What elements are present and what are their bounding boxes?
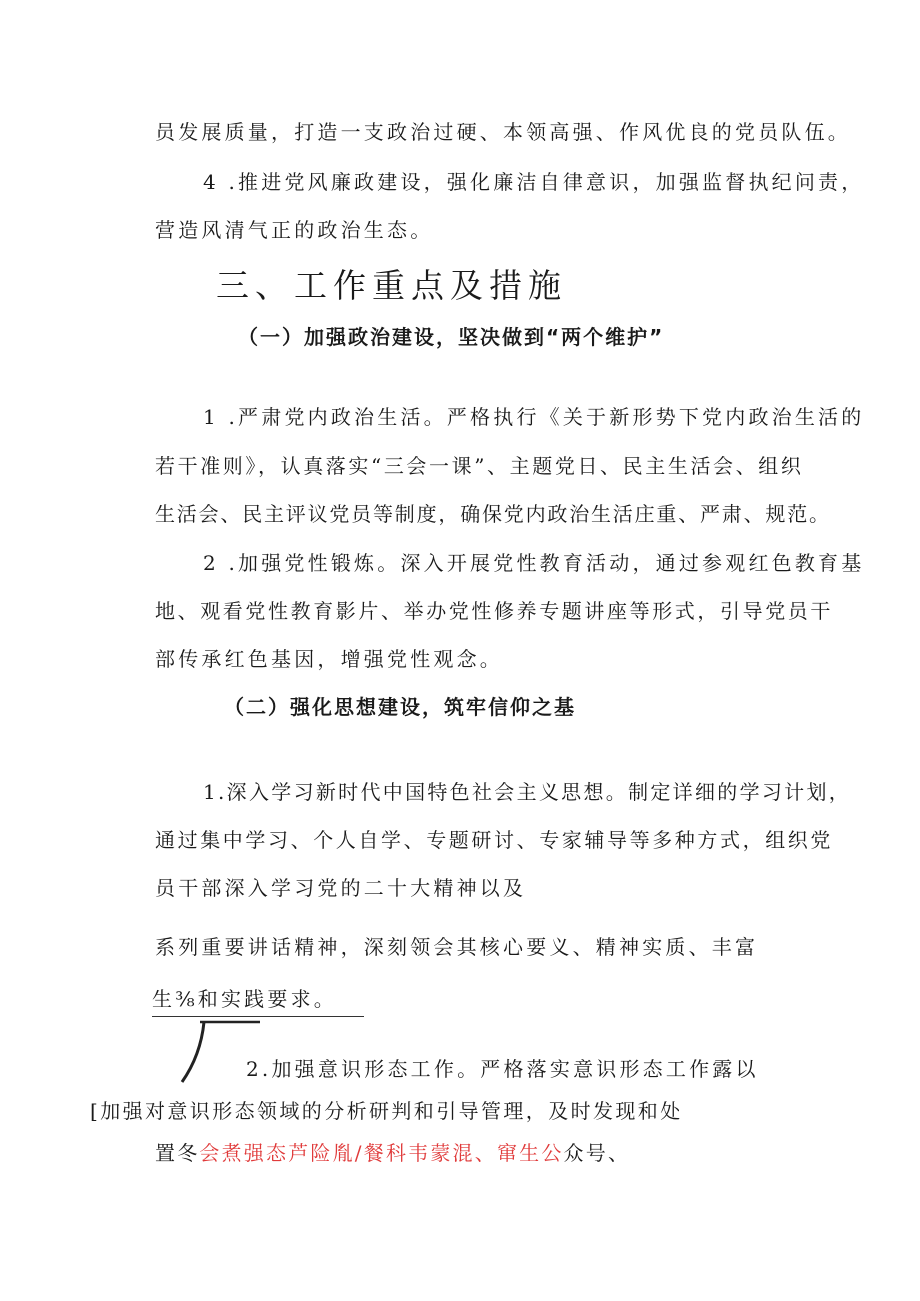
paragraph-line: 生⅜和实践要求。 — [152, 987, 337, 1011]
subsection-title: （二）强化思想建设，筑牢信仰之基 — [224, 695, 576, 719]
paragraph-line: 系列重要讲话精神，深刻领会其核心要义、精神实质、丰富 — [155, 935, 759, 959]
paragraph-line: 2.加强意识形态工作。严格落实意识形态工作露以 — [246, 1057, 759, 1081]
paragraph-line: 部传承红色基因，增强党性观念。 — [155, 647, 503, 671]
red-text-segment: 会煮强态芦险胤/餐科韦蒙混、窜生公 — [199, 1141, 564, 1165]
paragraph-line: 1 .严肃党内政治生活。严格执行《关于新形势下党内政治生活的 — [203, 405, 865, 429]
paragraph-line: 员干部深入学习党的二十大精神以及 — [155, 876, 527, 900]
paragraph-line: [加强对意识形态领域的分析研判和引导管理，及时发现和处 — [90, 1099, 683, 1123]
paragraph-line: 生活会、民主评议党员等制度，确保党内政治生活庄重、严肃、规范。 — [155, 502, 831, 526]
text-segment: 众号、 — [563, 1141, 631, 1165]
paragraph-line: 4 .推进党风廉政建设，强化廉洁自律意识，加强监督执纪问责， — [203, 170, 865, 194]
paragraph-line: 员发展质量，打造一支政治过硬、本领高强、作风优良的党员队伍。 — [155, 120, 851, 144]
paragraph-line: 通过集中学习、个人自学、专题研讨、专家辅导等多种方式，组织党 — [155, 828, 833, 852]
text-segment: 置冬 — [155, 1141, 200, 1165]
paragraph-line: 营造风清气正的政治生态。 — [155, 218, 434, 242]
paragraph-line: 1.深入学习新时代中国特色社会主义思想。制定详细的学习计划， — [203, 780, 852, 804]
paragraph-line: 若干准则》，认真落实“三会一课”、主题党日、民主生活会、组织 — [155, 454, 804, 478]
paragraph-line: 地、观看党性教育影片、举办党性修养专题讲座等形式，引导党员干 — [155, 599, 833, 623]
paragraph-line: 2 .加强党性锻炼。深入开展党性教育活动，通过参观红色教育基 — [203, 551, 865, 575]
paragraph-line-mixed — [155, 1139, 630, 1167]
section-title: 三、工作重点及措施 — [216, 266, 567, 305]
subsection-title: （一）加强政治建设，坚决做到“两个维护” — [238, 325, 665, 349]
underline-rule — [152, 1016, 364, 1017]
